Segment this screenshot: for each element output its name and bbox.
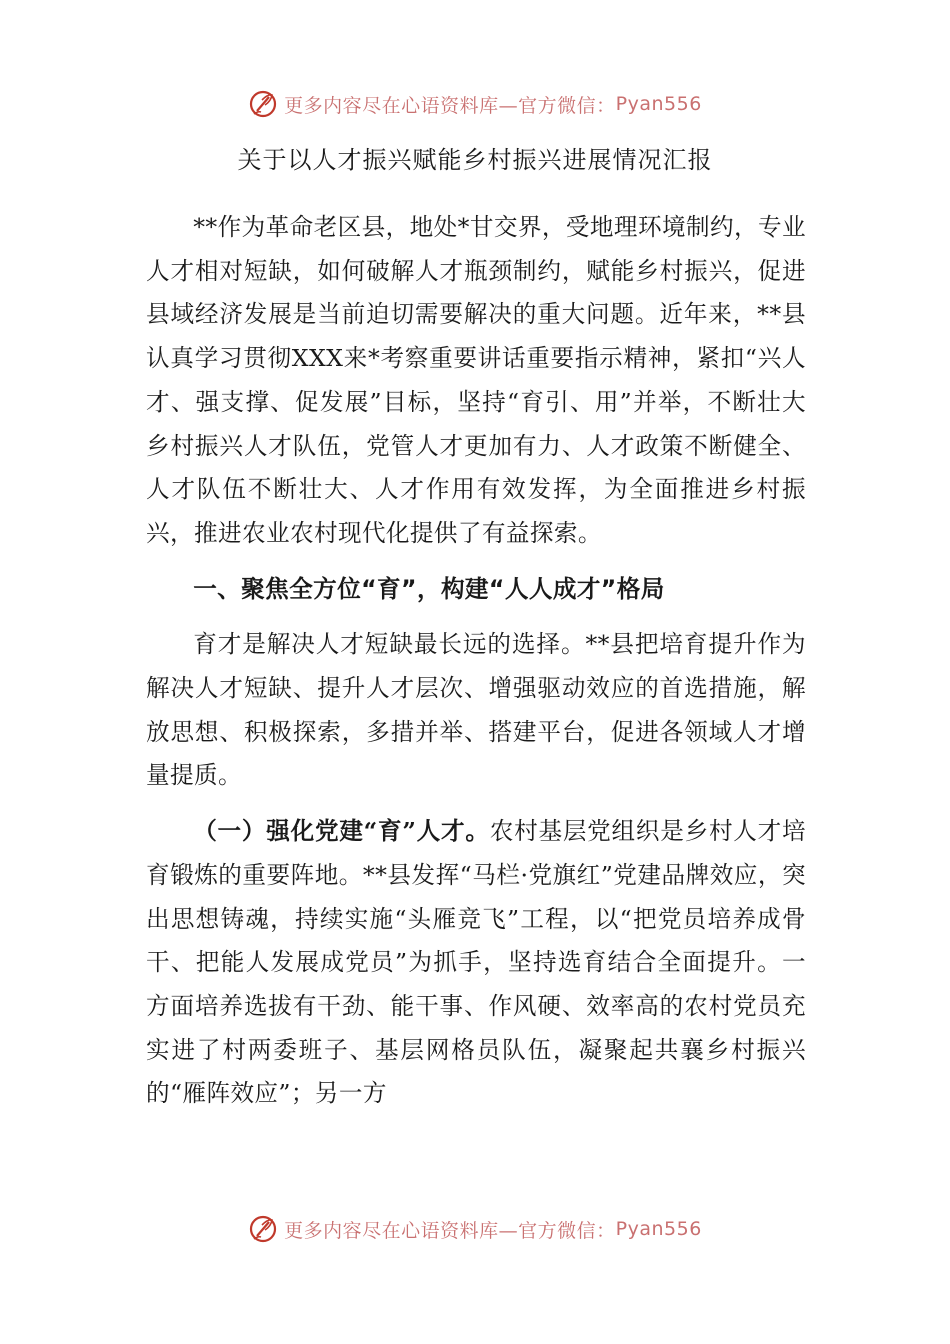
- section-1-paragraph: 育才是解决人才短缺最长远的选择。**县把培育提升作为解决人才短缺、提升人才层次、增强驱动效应的首选措施，解放思想、积极探索，多措并举、搭建平台，促进各领域人才增量提质。: [146, 630, 806, 790]
- quill-logo-icon: [248, 89, 278, 119]
- watermark-footer: [0, 1209, 950, 1249]
- document-title: 关于以人才振兴赋能乡村振兴进展情况汇报: [237, 146, 713, 174]
- watermark-header: [0, 84, 950, 124]
- section-1-heading: 一、聚焦全方位“育”，构建“人人成才”格局: [193, 574, 665, 603]
- watermark-wechat-id: Pyan556: [615, 1218, 702, 1240]
- subsection-1-text: 农村基层党组织是乡村人才培育锻炼的重要阵地。**县发挥“马栏·党旗红”党建品牌效应，突出思想铸魂，持续实施“头雁竞飞”工程，以“把党员培养成骨干、把能人发展成党员”为抓手，坚持选育结合全面提升。一方面培养选拔有干劲、能干事、作风硬、效率高的农村党员充实进了村两委班子、基层网格员队伍，凝聚起共襄乡村振兴的“雁阵效应”；另一方: [146, 817, 806, 1108]
- subsection-1-paragraph: [146, 810, 806, 1116]
- intro-paragraph: **作为革命老区县，地处*甘交界，受地理环境制约，专业人才相对短缺，如何破解人才瓶颈制约，赋能乡村振兴，促进县域经济发展是当前迫切需要解决的重大问题。近年来，**县认真学习贯彻XXX来*考察重要讲话重要指示精神，紧扣“兴人才、强支撑、促发展”目标，坚持“育引、用”并举，不断壮大乡村振兴人才队伍，党管人才更加有力、人才政策不断健全、人才队伍不断壮大、人才作用有效发挥，为全面推进乡村振兴，推进农业农村现代化提供了有益探索。: [146, 213, 806, 547]
- watermark-text: 更多内容尽在心语资料库—官方微信：: [284, 1219, 616, 1242]
- quill-logo-icon: [248, 1214, 278, 1244]
- watermark-wechat-id: Pyan556: [615, 93, 702, 115]
- document-body: [146, 206, 806, 1116]
- watermark-text: 更多内容尽在心语资料库—官方微信：: [284, 94, 616, 117]
- subsection-1-heading: （一）强化党建“育”人才。: [193, 817, 490, 846]
